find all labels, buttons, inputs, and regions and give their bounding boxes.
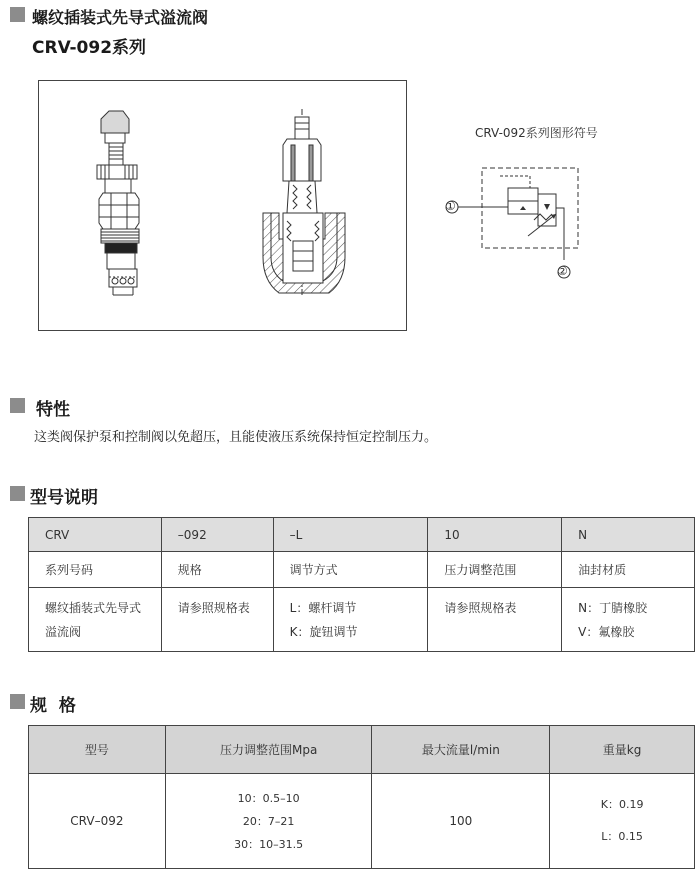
spec-header-cell: 最大流量l/min <box>372 726 550 774</box>
model-desc-cell <box>161 588 273 652</box>
spec-pressure-cell <box>165 774 372 869</box>
model-code-row <box>29 518 695 552</box>
model-desc-line: K：旋钮调节 <box>289 625 358 639</box>
model-desc-cell <box>428 588 562 652</box>
spec-header-row <box>29 726 695 774</box>
model-marker <box>10 486 25 501</box>
valve-section-view <box>263 109 345 295</box>
page-subtitle: CRV-092系列 <box>32 38 147 58</box>
model-code-cell: –092 <box>161 518 273 552</box>
model-desc-line: 溢流阀 <box>45 625 82 639</box>
spec-flow-cell: 100 <box>372 774 550 869</box>
spec-row <box>29 774 695 869</box>
model-desc-line: V：氟橡胶 <box>578 625 635 639</box>
model-code-cell: –L <box>273 518 428 552</box>
model-label-row <box>29 552 695 588</box>
features-heading: 特性 <box>36 400 70 420</box>
model-code-cell: CRV <box>29 518 162 552</box>
valve-drawing-panel <box>38 80 407 331</box>
model-label-cell: 调节方式 <box>273 552 428 588</box>
pressure-range: 20：7–21 <box>242 814 295 828</box>
spec-table <box>28 725 695 869</box>
spec-weight-cell <box>550 774 695 869</box>
pressure-range: 30：10–31.5 <box>234 837 304 851</box>
model-code-cell: 10 <box>428 518 562 552</box>
model-label-cell: 规格 <box>161 552 273 588</box>
model-desc-line: N：丁腈橡胶 <box>578 601 648 615</box>
spec-header-cell: 压力调整范围Mpa <box>165 726 372 774</box>
page-title: 螺纹插装式先导式溢流阀 <box>32 8 209 27</box>
model-desc-line: 螺纹插装式先导式 <box>45 601 142 615</box>
hydraulic-symbol <box>440 148 600 288</box>
model-label-cell: 系列号码 <box>29 552 162 588</box>
model-desc-line: 请参照规格表 <box>444 601 517 615</box>
spec-marker <box>10 694 25 709</box>
spec-heading: 规 格 <box>30 696 76 716</box>
valve-drawings <box>39 81 406 330</box>
model-desc-line: 请参照规格表 <box>177 601 250 615</box>
model-label-cell: 压力调整范围 <box>428 552 562 588</box>
model-table <box>28 517 695 652</box>
port-2-label: ② <box>557 264 568 278</box>
model-heading: 型号说明 <box>30 488 98 508</box>
features-text: 这类阀保护泵和控制阀以免超压，且能使液压系统保持恒定控制压力。 <box>34 430 438 445</box>
port-1-label: ① <box>445 199 456 213</box>
weight-value: K：0.19 <box>600 798 644 811</box>
title-marker <box>10 7 25 22</box>
pressure-range: 10：0.5–10 <box>237 791 300 805</box>
spec-header-cell: 型号 <box>29 726 166 774</box>
weight-value: L：0.15 <box>601 830 643 843</box>
valve-external-view <box>97 111 139 295</box>
spec-model-cell: CRV–092 <box>29 774 166 869</box>
features-marker <box>10 398 25 413</box>
model-desc-cell <box>29 588 162 652</box>
model-code-cell: N <box>562 518 695 552</box>
model-desc-cell <box>562 588 695 652</box>
spec-header-cell: 重量kg <box>550 726 695 774</box>
model-desc-cell <box>273 588 428 652</box>
model-desc-line: L：螺杆调节 <box>289 601 357 615</box>
model-label-cell: 油封材质 <box>562 552 695 588</box>
model-desc-row <box>29 588 695 652</box>
symbol-caption: CRV-092系列图形符号 <box>475 126 598 140</box>
